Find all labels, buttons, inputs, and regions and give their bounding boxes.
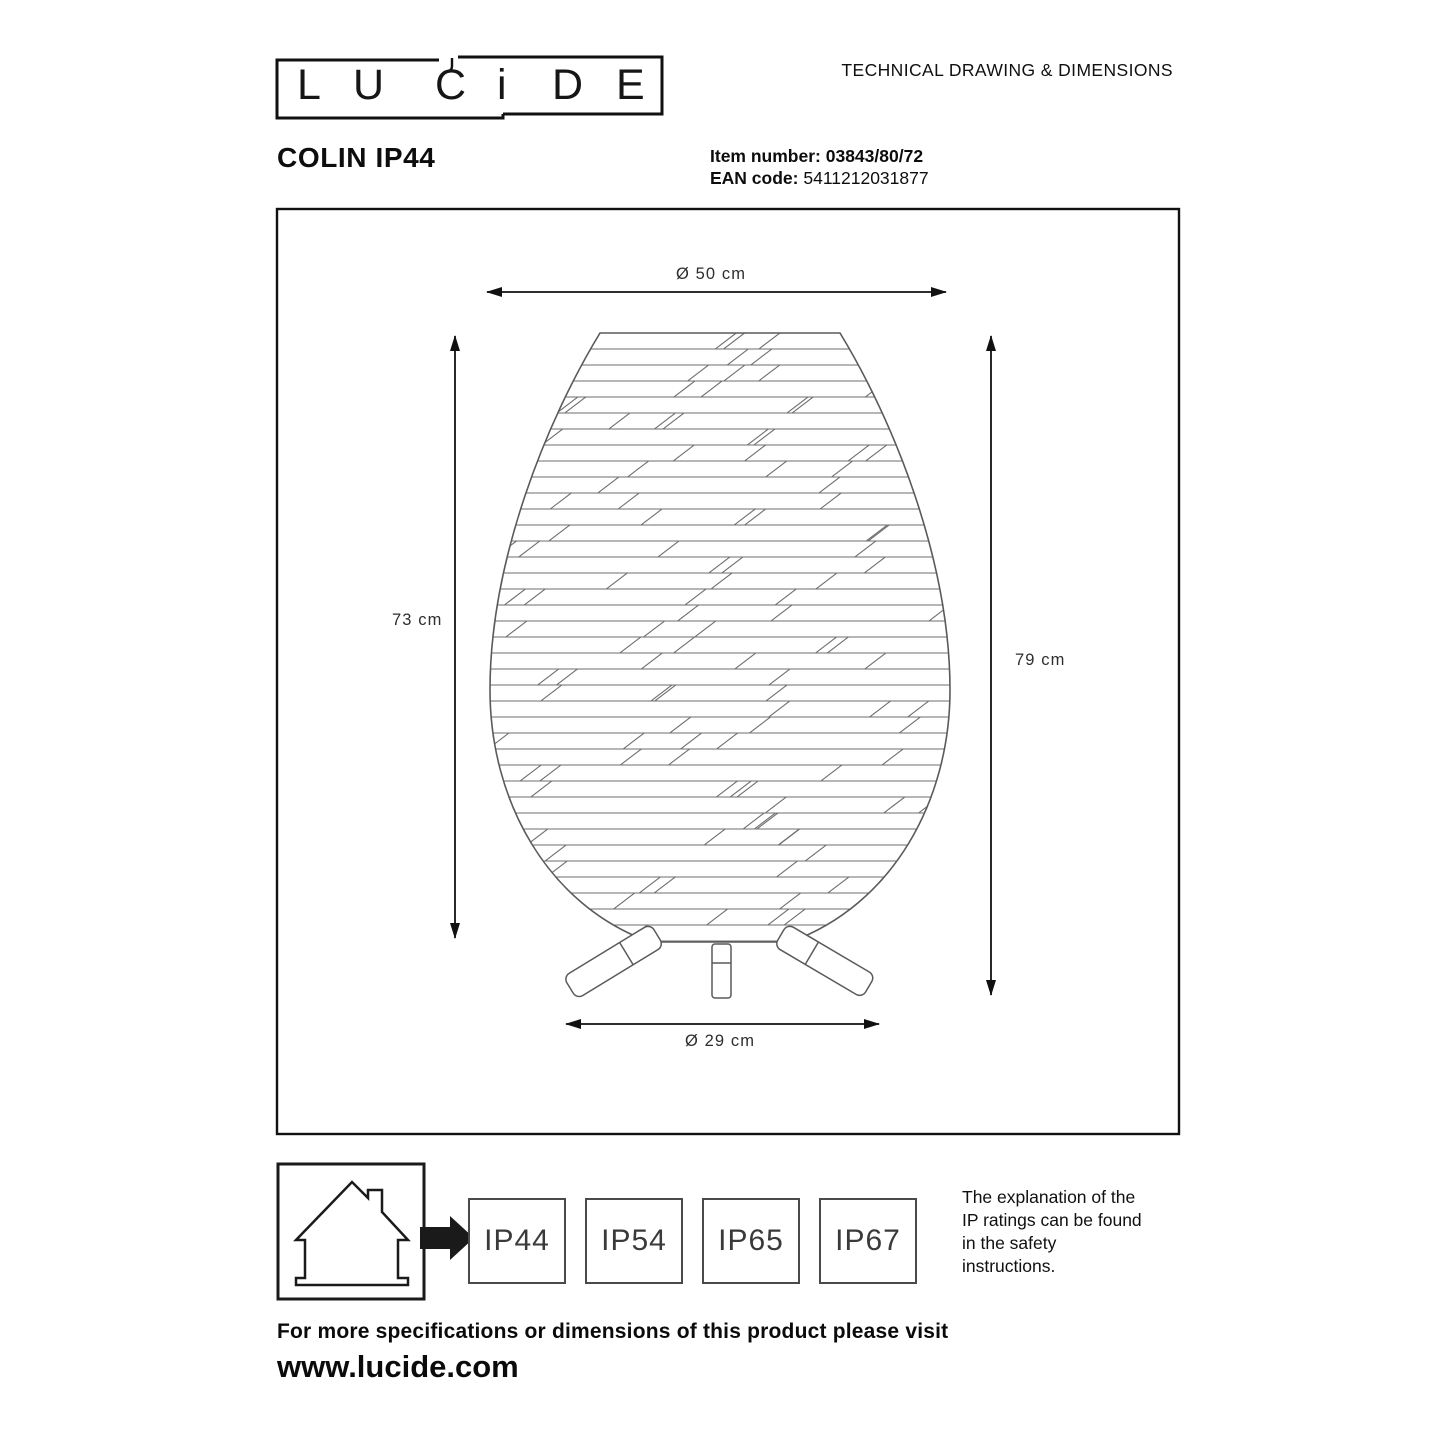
item-number-value: 03843/80/72 (825, 146, 924, 166)
product-name: COLIN IP44 (277, 142, 436, 173)
dimension-label-base-diameter: Ø 29 cm (685, 1032, 756, 1050)
dimension-label-top-diameter: Ø 50 cm (676, 265, 747, 283)
logo-letter-i: i (497, 61, 507, 109)
ean-code-value: 5411212031877 (803, 168, 929, 188)
logo-letter-c: C (435, 61, 467, 109)
arrow-right-icon (420, 1216, 474, 1260)
dimension-label-total-height: 79 cm (1015, 651, 1066, 669)
logo-letter-d: D (552, 61, 584, 109)
dimension-label-body-height: 73 cm (392, 611, 443, 629)
ip-rating-box-ip65: IP65 (702, 1198, 800, 1284)
lamp-tripod-legs (563, 924, 875, 999)
ip-note-line-2: IP ratings can be found (962, 1210, 1142, 1230)
ean-code-label: EAN code: (710, 168, 799, 188)
logo-letter-l: L (297, 61, 321, 109)
lucide-logo-frame (277, 57, 662, 118)
lamp-leg-left (563, 924, 664, 999)
ip-ratings-note (962, 1186, 1142, 1278)
item-number-label: Item number: (710, 146, 821, 166)
footer-text: For more specifications or dimensions of this product please visit (277, 1320, 949, 1343)
logo-letter-e: E (616, 61, 645, 109)
ip-rating-box-ip67: IP67 (819, 1198, 917, 1284)
lamp-leg-center (712, 944, 731, 998)
ip-note-line-4: instructions. (962, 1256, 1056, 1276)
document-title: TECHNICAL DRAWING & DIMENSIONS (841, 60, 1173, 80)
logo-letter-u: U (353, 61, 385, 109)
dimension-arrows (455, 292, 991, 1024)
item-number-row (710, 146, 923, 167)
ean-code-row (710, 168, 929, 189)
lamp-leg-right (774, 924, 875, 998)
ip-rating-box-ip44: IP44 (468, 1198, 566, 1284)
house-icon (278, 1164, 424, 1299)
ip-note-line-3: in the safety (962, 1233, 1057, 1253)
ip-rating-box-ip54: IP54 (585, 1198, 683, 1284)
website-link[interactable]: www.lucide.com (277, 1349, 519, 1384)
ip-note-line-1: The explanation of the (962, 1187, 1136, 1207)
